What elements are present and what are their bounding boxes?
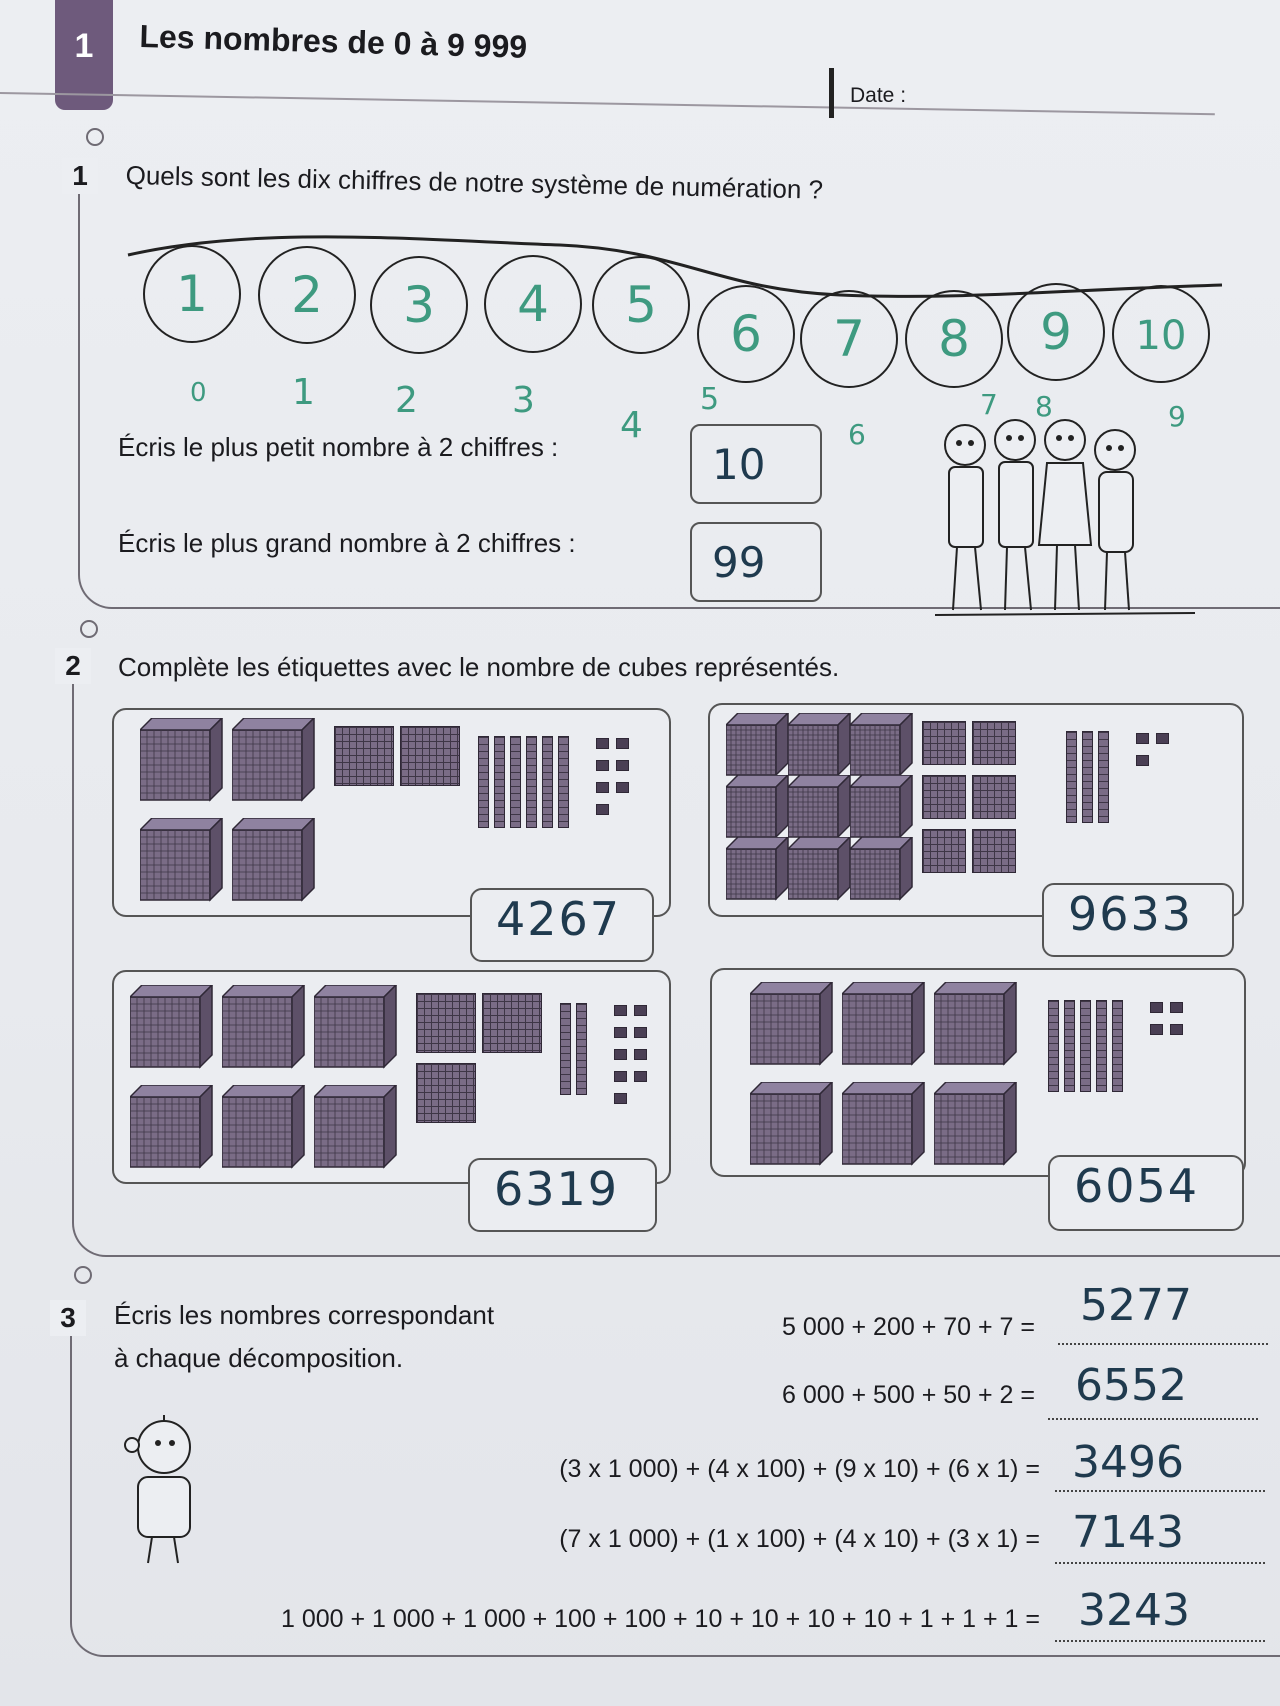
balloon-label: 3 — [512, 380, 535, 421]
balloon-label: 4 — [620, 405, 643, 446]
header-divider — [0, 92, 1215, 115]
ten-rod — [560, 1003, 571, 1095]
equation-answer-3[interactable]: 3496 — [1072, 1437, 1184, 1488]
thousand-cube — [726, 713, 792, 779]
thousand-cube — [850, 837, 916, 903]
unit-cube — [596, 760, 609, 771]
thousand-cube — [140, 818, 226, 904]
ten-rod — [542, 736, 553, 828]
balloon — [370, 256, 468, 354]
unit-cube — [614, 1071, 627, 1082]
thousand-cube — [726, 775, 792, 841]
balloon — [143, 245, 241, 343]
balloon-label: 5 — [700, 382, 720, 417]
balloon-label: 1 — [292, 372, 315, 413]
thousand-cube — [842, 1082, 928, 1168]
thousand-cube — [140, 718, 226, 804]
chapter-title: Les nombres de 0 à 9 999 — [138, 18, 528, 65]
hundred-flat — [400, 726, 460, 786]
ten-rod — [1082, 731, 1093, 823]
answer-line-5 — [1055, 1640, 1265, 1642]
thousand-cube — [850, 775, 916, 841]
ten-rod — [1064, 1000, 1075, 1092]
equation-3: (3 x 1 000) + (4 x 100) + (9 x 10) + (6 x 1) = — [559, 1455, 1040, 1483]
unit-cube — [614, 1027, 627, 1038]
characters-illustration — [935, 405, 1205, 625]
ten-rod — [1096, 1000, 1107, 1092]
answer-tag-2[interactable] — [1042, 883, 1234, 957]
hundred-flat — [972, 721, 1016, 765]
answer-largest-box[interactable] — [690, 522, 822, 602]
exercise-2-number: 2 — [55, 648, 91, 684]
unit-cube — [616, 738, 629, 749]
unit-cube — [634, 1049, 647, 1060]
thousand-cube — [934, 1082, 1020, 1168]
hundred-flat — [334, 726, 394, 786]
balloon — [592, 256, 690, 354]
answer-line-3 — [1055, 1490, 1265, 1492]
balloon-value: 6 — [730, 305, 762, 363]
unit-cube — [634, 1071, 647, 1082]
hundred-flat — [972, 829, 1016, 873]
balloon-label: 0 — [190, 378, 207, 408]
balloon — [697, 285, 795, 383]
balloon-value: 4 — [517, 275, 549, 333]
balloon — [1007, 283, 1105, 381]
equation-answer-5[interactable]: 3243 — [1078, 1585, 1190, 1636]
balloon — [484, 255, 582, 353]
date-label: Date : — [850, 84, 907, 107]
balloon-value: 2 — [291, 266, 323, 324]
balloon-label: 9 — [1168, 400, 1186, 433]
unit-cube — [616, 760, 629, 771]
exercise-1-title: Quels sont les dix chiffres de notre système de numération ? — [125, 160, 824, 205]
equation-5: 1 000 + 1 000 + 1 000 + 100 + 100 + 10 + 10 + 10 + 10 + 1 + 1 + 1 = — [281, 1605, 1040, 1633]
balloon — [800, 290, 898, 388]
balloon-value: 10 — [1135, 313, 1187, 359]
balloon-label: 6 — [848, 418, 866, 451]
thousand-cube — [130, 1085, 216, 1171]
balloon-value: 8 — [938, 310, 970, 368]
ten-rod — [510, 736, 521, 828]
answer-smallest-box[interactable] — [690, 424, 822, 504]
balloon-value: 7 — [833, 310, 865, 368]
balloon-value: 5 — [625, 276, 657, 334]
hundred-flat — [416, 1063, 476, 1123]
unit-cube — [614, 1093, 627, 1104]
balloon-label: 8 — [1035, 390, 1053, 423]
thousand-cube — [788, 775, 854, 841]
exercise-3-ring — [74, 1266, 92, 1284]
exercise-2-ring — [80, 620, 98, 638]
unit-cube — [614, 1005, 627, 1016]
ten-rod — [478, 736, 489, 828]
hundred-flat — [972, 775, 1016, 819]
thousand-cube — [750, 1082, 836, 1168]
unit-cube — [614, 1049, 627, 1060]
answer-line-2 — [1048, 1418, 1258, 1420]
thousand-cube — [222, 985, 308, 1071]
exercise-3-title-line1: Écris les nombres correspondant — [114, 1300, 495, 1330]
unit-cube — [596, 782, 609, 793]
ten-rod — [1080, 1000, 1091, 1092]
ten-rod — [1112, 1000, 1123, 1092]
unit-cube — [1150, 1024, 1163, 1035]
hundred-flat — [922, 829, 966, 873]
thousand-cube — [842, 982, 928, 1068]
equation-answer-2[interactable]: 6552 — [1075, 1360, 1187, 1411]
unit-cube — [1170, 1002, 1183, 1013]
balloon-value: 9 — [1040, 303, 1072, 361]
answer-largest: 99 — [712, 538, 766, 587]
equation-2: 6 000 + 500 + 50 + 2 = — [781, 1381, 1035, 1409]
thousand-cube — [232, 818, 318, 904]
unit-cube — [634, 1005, 647, 1016]
exercise-1-number: 1 — [62, 158, 98, 194]
ten-rod — [1066, 731, 1077, 823]
balloon — [905, 290, 1003, 388]
thousand-cube — [314, 1085, 400, 1171]
ten-rod — [494, 736, 505, 828]
answer-line-4 — [1055, 1562, 1265, 1564]
unit-cube — [596, 738, 609, 749]
unit-cube — [1170, 1024, 1183, 1035]
balloon — [258, 246, 356, 344]
answer-tag-1[interactable] — [470, 888, 654, 962]
unit-cube — [616, 782, 629, 793]
thousand-cube — [850, 713, 916, 779]
thousand-cube — [934, 982, 1020, 1068]
unit-cube — [634, 1027, 647, 1038]
answer-smallest: 10 — [712, 440, 766, 489]
exercise-3-title-line2: à chaque décomposition. — [114, 1343, 404, 1373]
thousand-cube — [750, 982, 836, 1068]
thousand-cube — [314, 985, 400, 1071]
ten-rod — [526, 736, 537, 828]
answer-tag-value: 6054 — [1074, 1159, 1200, 1213]
exercise-1-ring — [86, 128, 104, 146]
unit-cube — [1136, 733, 1149, 744]
ten-rod — [1048, 1000, 1059, 1092]
answer-tag-3[interactable] — [468, 1158, 657, 1232]
chapter-number-tab: 1 — [55, 0, 113, 110]
unit-cube — [1136, 755, 1149, 766]
unit-cube — [596, 804, 609, 815]
thousand-cube — [788, 713, 854, 779]
hundred-flat — [922, 721, 966, 765]
ten-rod — [558, 736, 569, 828]
question-smallest: Écris le plus petit nombre à 2 chiffres : — [118, 432, 559, 462]
answer-tag-4[interactable] — [1048, 1155, 1244, 1231]
thousand-cube — [130, 985, 216, 1071]
exercise-3-number: 3 — [50, 1300, 86, 1336]
hundred-flat — [482, 993, 542, 1053]
hundred-flat — [416, 993, 476, 1053]
equation-4: (7 x 1 000) + (1 x 100) + (4 x 10) + (3 x 1) = — [559, 1525, 1040, 1553]
ten-rod — [576, 1003, 587, 1095]
balloon-label: 7 — [980, 388, 998, 421]
balloon-label: 2 — [395, 380, 418, 421]
hundred-flat — [922, 775, 966, 819]
balloon-value: 3 — [403, 276, 435, 334]
question-largest: Écris le plus grand nombre à 2 chiffres : — [118, 528, 576, 558]
equation-answer-1[interactable]: 5277 — [1080, 1280, 1192, 1331]
robot-character-illustration — [112, 1415, 222, 1565]
balloon — [1112, 285, 1210, 383]
thousand-cube — [232, 718, 318, 804]
thousand-cube — [788, 837, 854, 903]
answer-tag-value: 6319 — [494, 1162, 620, 1216]
ten-rod — [1098, 731, 1109, 823]
answer-line-1 — [1058, 1343, 1268, 1345]
unit-cube — [1156, 733, 1169, 744]
equation-1: 5 000 + 200 + 70 + 7 = — [781, 1313, 1035, 1341]
balloon-value: 1 — [176, 265, 208, 323]
thousand-cube — [726, 837, 792, 903]
thousand-cube — [222, 1085, 308, 1171]
equation-answer-4[interactable]: 7143 — [1072, 1507, 1184, 1558]
unit-cube — [1150, 1002, 1163, 1013]
answer-tag-value: 9633 — [1068, 887, 1194, 941]
exercise-2-title: Complète les étiquettes avec le nombre de cubes représentés. — [118, 652, 840, 682]
date-marker — [829, 68, 834, 118]
answer-tag-value: 4267 — [496, 892, 622, 946]
